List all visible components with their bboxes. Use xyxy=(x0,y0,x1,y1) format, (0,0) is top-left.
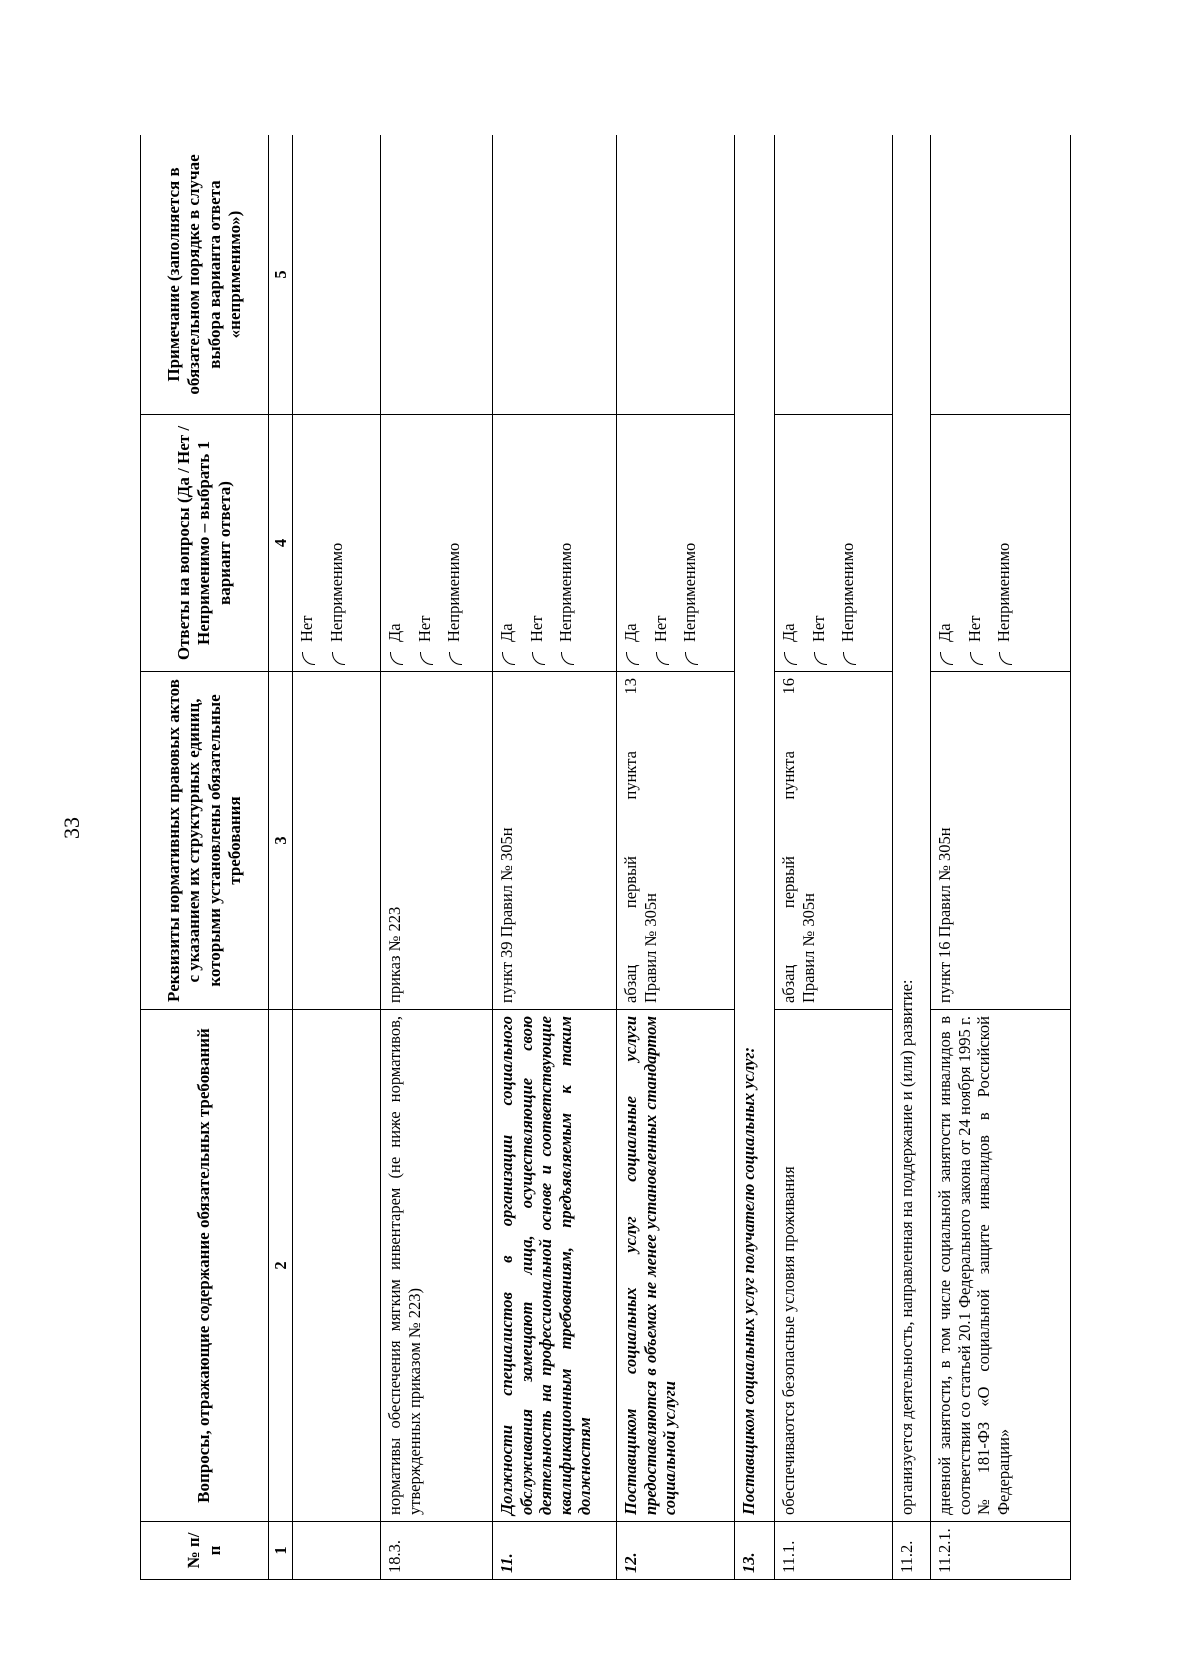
radio-button-icon[interactable] xyxy=(970,652,983,665)
radio-button-icon[interactable] xyxy=(999,652,1012,665)
row-requisites: пункт 39 Правил № 305н xyxy=(493,672,617,1010)
header-questions: Вопросы, отражающие содержание обязательных требований xyxy=(141,1010,269,1522)
row-question: Должности специалистов в организации социального обслуживания замещают лица, осуществляющие свою деятельность на профессиональной основе и соответствующие квалификационным требованиям, предъявляемым к таким должностям xyxy=(493,1010,617,1522)
col-number: 4 xyxy=(269,415,293,672)
table-row xyxy=(617,135,735,1580)
row-note[interactable] xyxy=(775,135,893,415)
section-row xyxy=(893,135,931,1580)
requisites-line: Правил № 305н xyxy=(798,893,818,1003)
row-number: 12. xyxy=(617,1522,735,1580)
header-answers: Ответы на вопросы (Да / Нет / Неприменимо – выбрать 1 вариант ответа) xyxy=(141,415,269,672)
table-row xyxy=(493,135,617,1580)
row-answers xyxy=(931,415,1071,672)
requisites-word: абзац xyxy=(621,964,641,1003)
radio-button-icon[interactable] xyxy=(656,652,669,665)
answer-option-na[interactable]: Неприменимо xyxy=(680,421,699,665)
answer-option-na[interactable]: Неприменимо xyxy=(327,421,346,665)
section-row xyxy=(735,135,775,1580)
row-requisites xyxy=(293,672,381,1010)
row-note[interactable] xyxy=(293,135,381,415)
requirements-table xyxy=(140,135,1071,1580)
row-requisites: пункт 16 Правил № 305н xyxy=(931,672,1071,1010)
row-note[interactable] xyxy=(931,135,1071,415)
row-number: 13. xyxy=(735,1522,775,1580)
header-row xyxy=(141,135,269,1580)
col-number: 3 xyxy=(269,672,293,1010)
row-answers xyxy=(617,415,735,672)
row-requisites xyxy=(617,672,735,1010)
radio-button-icon[interactable] xyxy=(940,652,953,665)
requisites-word: абзац xyxy=(779,964,799,1003)
answer-option-yes[interactable]: Да xyxy=(497,421,516,665)
radio-button-icon[interactable] xyxy=(302,652,315,665)
row-requisites xyxy=(775,672,893,1010)
requisites-word: пункта xyxy=(621,751,641,800)
landscape-table-container xyxy=(140,135,1091,1580)
header-note: Примечание (заполняется в обязательном порядке в случае выбора варианта ответа «неприменимо») xyxy=(141,135,269,415)
requisites-word: пункта xyxy=(779,751,799,800)
answer-option-no[interactable]: Нет xyxy=(297,421,316,665)
answer-option-yes[interactable]: Да xyxy=(779,421,798,665)
answer-option-na[interactable]: Неприменимо xyxy=(838,421,857,665)
requisites-word: первый xyxy=(779,855,799,909)
col-number: 5 xyxy=(269,135,293,415)
row-answers xyxy=(381,415,493,672)
header-num: № п/п xyxy=(141,1522,269,1580)
answer-option-no[interactable]: Нет xyxy=(965,421,984,665)
requisites-line xyxy=(621,678,640,1003)
radio-button-icon[interactable] xyxy=(561,652,574,665)
radio-button-icon[interactable] xyxy=(449,652,462,665)
table-row xyxy=(293,135,381,1580)
radio-button-icon[interactable] xyxy=(814,652,827,665)
row-question: Поставщиком социальных услуг социальные услуги предоставляются в объемах не менее установленных стандартом социальной услуги xyxy=(617,1010,735,1522)
header-requisites: Реквизиты нормативных правовых актов с указанием их структурных единиц, которыми установлены обязательные требования xyxy=(141,672,269,1010)
page-number: 33 xyxy=(59,817,84,839)
row-answers xyxy=(493,415,617,672)
requisites-word: 16 xyxy=(779,678,799,695)
row-number: 11.1. xyxy=(775,1522,893,1580)
row-question xyxy=(293,1010,381,1522)
row-number: 18.3. xyxy=(381,1522,493,1580)
radio-button-icon[interactable] xyxy=(332,652,345,665)
radio-button-icon[interactable] xyxy=(784,652,797,665)
row-answers xyxy=(293,415,381,672)
answer-option-na[interactable]: Неприменимо xyxy=(994,421,1013,665)
row-note[interactable] xyxy=(493,135,617,415)
section-title: организуется деятельность, направленная на поддержание и (или) развитие: xyxy=(893,135,931,1522)
requisites-line: Правил № 305н xyxy=(640,893,660,1003)
row-number: 11.2.1. xyxy=(931,1522,1071,1580)
answer-option-no[interactable]: Нет xyxy=(651,421,670,665)
section-title: Поставщиком социальных услуг получателю социальных услуг: xyxy=(735,135,775,1522)
radio-button-icon[interactable] xyxy=(390,652,403,665)
requisites-word: 13 xyxy=(621,678,641,695)
radio-button-icon[interactable] xyxy=(685,652,698,665)
radio-button-icon[interactable] xyxy=(843,652,856,665)
row-answers xyxy=(775,415,893,672)
answer-option-yes[interactable]: Да xyxy=(621,421,640,665)
row-note[interactable] xyxy=(381,135,493,415)
row-question: дневной занятости, в том числе социальной занятости инвалидов в соответствии со статьей 20.1 Федерального закона от 24 ноября 1995 г. № 181-ФЗ «О социальной защите инвалидов в Российской Федерации» xyxy=(931,1010,1071,1522)
requisites-word: первый xyxy=(621,855,641,909)
column-number-row xyxy=(269,135,293,1580)
row-number: 11. xyxy=(493,1522,617,1580)
radio-button-icon[interactable] xyxy=(420,652,433,665)
answer-option-na[interactable]: Неприменимо xyxy=(556,421,575,665)
answer-option-yes[interactable]: Да xyxy=(385,421,404,665)
row-note[interactable] xyxy=(617,135,735,415)
col-number: 2 xyxy=(269,1010,293,1522)
answer-option-na[interactable]: Неприменимо xyxy=(444,421,463,665)
answer-option-no[interactable]: Нет xyxy=(415,421,434,665)
radio-button-icon[interactable] xyxy=(626,652,639,665)
table-row xyxy=(775,135,893,1580)
rotated-page-area xyxy=(140,135,1091,1580)
row-number xyxy=(293,1522,381,1580)
row-question: обеспечиваются безопасные условия проживания xyxy=(775,1010,893,1522)
answer-option-yes[interactable]: Да xyxy=(935,421,954,665)
requisites-line xyxy=(779,678,798,1003)
table-row xyxy=(931,135,1071,1580)
col-number: 1 xyxy=(269,1522,293,1580)
row-number: 11.2. xyxy=(893,1522,931,1580)
row-requisites: приказ № 223 xyxy=(381,672,493,1010)
answer-option-no[interactable]: Нет xyxy=(527,421,546,665)
radio-button-icon[interactable] xyxy=(502,652,515,665)
radio-button-icon[interactable] xyxy=(532,652,545,665)
row-question: нормативы обеспечения мягким инвентарем (не ниже нормативов, утвержденных приказом № 223) xyxy=(381,1010,493,1522)
answer-option-no[interactable]: Нет xyxy=(809,421,828,665)
table-row xyxy=(381,135,493,1580)
